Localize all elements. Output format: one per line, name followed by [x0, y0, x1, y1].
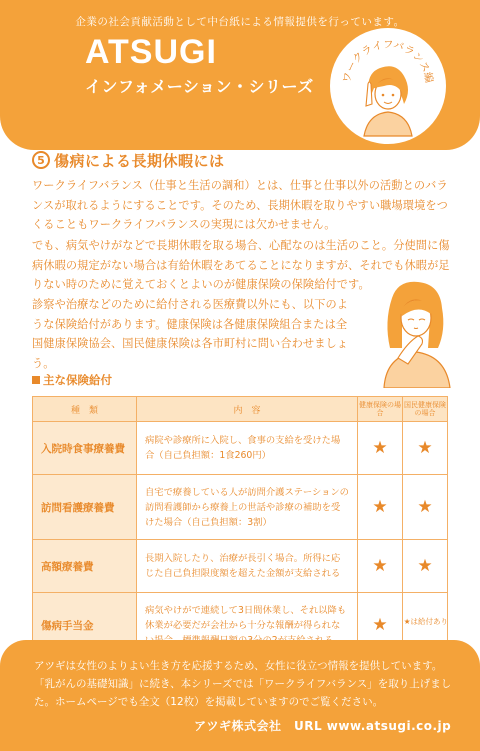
- table-footnote: ★は給付あり: [403, 617, 448, 626]
- paragraph-concern: でも、病気やけがなどで長期休暇を取る場合、心配なのは生活のこと。分使間に傷病休暇の規定がない場合は有給休暇をあてることになりますが、それでも休暇が足りない時のために覚えておくとよいのが健康保険の保険給付です。: [32, 239, 450, 291]
- benefits-table: [32, 396, 448, 658]
- header-type: 種 類: [33, 397, 137, 422]
- table-header-row: [33, 397, 448, 422]
- footer-message: アツギは女性のよりよい生き方を応援するため、女性に役立つ情報を提供しています。「乳がんの基礎知識」に続き、本シリーズでは「ワークライフバランス」を取り上げました。ホームページでも全文（12枚）を掲載していますのでご覧ください。: [34, 660, 452, 708]
- square-bullet-icon: [32, 376, 40, 384]
- company-url: アツギ株式会社 URL www.atsugi.co.jp: [194, 719, 452, 733]
- thinking-woman-icon: [368, 278, 460, 388]
- section-number: 5: [32, 151, 50, 169]
- benefit-content: 長期入院したり、治療が長引く場合。所得に応じた自己負担限度額を超えた金額が支給される: [137, 540, 358, 593]
- badge-text: ワークライフバランス編: [340, 38, 436, 84]
- header-national-insurance: 国民健康保険の場合: [403, 397, 448, 422]
- benefits-subheading: [32, 372, 112, 388]
- table-row: [33, 475, 448, 540]
- table-row: [33, 540, 448, 593]
- benefit-name: 訪問看護療養費: [33, 475, 137, 540]
- header-content: 内 容: [137, 397, 358, 422]
- brand-logo: ATSUGI: [85, 33, 217, 71]
- star-icon: ★: [358, 475, 403, 540]
- header-health-insurance: 健康保険の場合: [358, 397, 403, 422]
- star-icon: ★: [358, 540, 403, 593]
- benefit-content: 病院や診療所に入院し、食事の支給を受けた場合（自己負担額：1食260円）: [137, 422, 358, 475]
- section-heading: [32, 150, 225, 170]
- series-badge: [330, 28, 446, 144]
- series-title: インフォメーション・シリーズ: [85, 77, 314, 96]
- benefit-name: 入院時食事療養費: [33, 422, 137, 475]
- star-icon: ★: [403, 540, 448, 593]
- star-icon: ★: [403, 475, 448, 540]
- star-icon: ★: [358, 593, 403, 658]
- woman-illustration-icon: [330, 28, 446, 144]
- star-icon: ★: [403, 422, 448, 475]
- benefit-content: 病気やけがで連続して3日間休業し、それ以降も休業が必要だが会社から十分な報酬が得られな: [137, 593, 358, 658]
- header-band: [0, 0, 480, 150]
- benefit-name: 傷病手当金: [33, 593, 137, 658]
- section-title: 傷病による長期休暇には: [54, 151, 225, 170]
- star-icon: ★: [358, 422, 403, 475]
- table-row: [33, 422, 448, 475]
- header-notice: 企業の社会貢献活動として中台紙による情報提供を行っています。: [75, 16, 405, 28]
- benefits-subheading-text: 主な保険給付: [43, 373, 112, 387]
- paragraph-intro: ワークライフバランス（仕事と生活の調和）とは、仕事と仕事以外の活動とのバランスが取れるようにすることです。そのため、長期休暇を取りやすい職場環境をつくることもワークライフバランスの実現には欠かせません。: [32, 179, 448, 231]
- benefit-content: 自宅で療養している人が訪問介護ステーションの訪問看護師から療養上の世話や診療の補助を受けた場合（自己負担額：3割）: [137, 475, 358, 540]
- benefit-name: 高額療養費: [33, 540, 137, 593]
- paragraph-benefits: 診察や治療などのために給付される医療費以外にも、以下のような保険給付があります。健康保険は各健康保険組合または全国健康保険協会、国民健康保険は各市町村に問い合わせましょう。: [32, 298, 349, 370]
- footer-band: [0, 640, 480, 751]
